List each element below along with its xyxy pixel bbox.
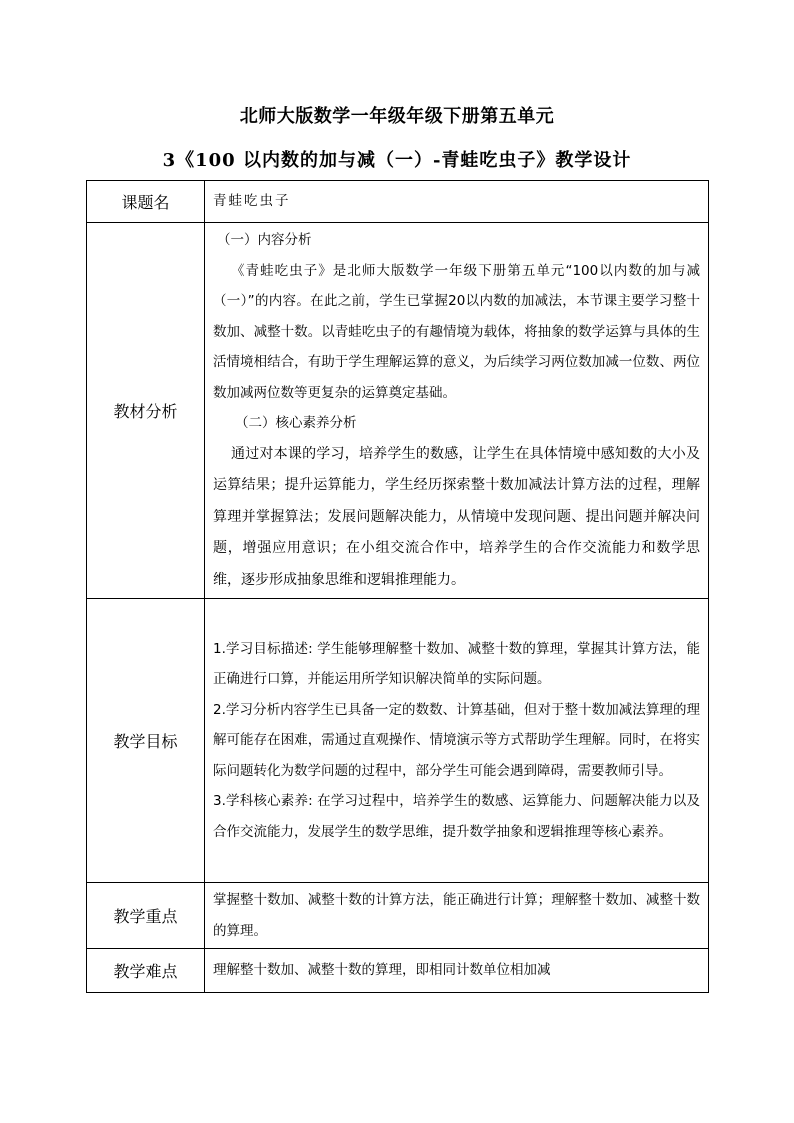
- goals-label: 教学目标: [87, 599, 205, 883]
- table-row-topic: [87, 181, 709, 223]
- document-subtitle: 3《100 以内数的加与减（一）-青蛙吃虫子》教学设计: [162, 150, 632, 171]
- goal-item-2: 2.学习分析内容学生已具备一定的数数、计算基础，但对于整十数加减法算理的理解可能存在困难，需通过直观操作、情境演示等方式帮助学生理解。同时，在将实际问题转化为数学问题的过程中，部分学生可能会遇到障碍，需要教师引导。: [213, 701, 700, 779]
- table-row-material: [87, 223, 709, 599]
- goal-item-3: 3.学科核心素养: 在学习过程中，培养学生的数感、运算能力、问题解决能力以及合作交流能力，发展学生的数学思维，提升数学抽象和逻辑推理等核心素养。: [213, 793, 700, 840]
- goals-content: [205, 599, 709, 883]
- document-title: 北师大版数学一年级年级下册第五单元: [239, 106, 555, 127]
- key-points-label: 教学重点: [87, 883, 205, 949]
- difficulties-label: 教学难点: [87, 949, 205, 993]
- topic-value: 青蛙吃虫子: [205, 181, 709, 223]
- material-heading-content: （一）内容分析: [217, 232, 312, 248]
- table-row-difficulties: [87, 949, 709, 993]
- table-row-key-points: [87, 883, 709, 949]
- table-row-goals: [87, 599, 709, 883]
- material-paragraph-literacy: 通过对本课的学习，培养学生的数感，让学生在具体情境中感知数的大小及运算结果；提升运算能力，学生经历探索整十数加减法计算方法的过程，理解算理并掌握算法；发展问题解决能力，从情境中发现问题、提出问题并解决问题，增强应用意识；在小组交流合作中，培养学生的合作交流能力和数学思维，逐步形成抽象思维和逻辑推理能力。: [213, 445, 700, 588]
- key-points-value: 掌握整十数加、减整十数的计算方法，能正确进行计算；理解整十数加、减整十数的算理。: [205, 883, 709, 949]
- difficulties-value: 理解整十数加、减整十数的算理，即相同计数单位相加减: [205, 949, 709, 993]
- material-content: [205, 223, 709, 599]
- goal-item-1: 1.学习目标描述: 学生能够理解整十数加、减整十数的算理，掌握其计算方法，能正确进行口算，并能运用所学知识解决简单的实际问题。: [213, 640, 700, 688]
- material-label: 教材分析: [87, 223, 205, 599]
- material-paragraph-content: 《青蛙吃虫子》是北师大版数学一年级下册第五单元“100以内数的加与减（一）”的内容。在此之前，学生已掌握20以内数的加减法，本节课主要学习整十数加、减整十数。以青蛙吃虫子的有趣情境为载体，将抽象的数学运算与具体的生活情境相结合，有助于学生理解运算的意义，为后续学习两位数加减一位数、两位数加减两位数等更复杂的运算奠定基础。: [213, 262, 700, 401]
- material-heading-literacy: （二）核心素养分析: [235, 415, 357, 431]
- topic-label: 课题名: [87, 181, 205, 223]
- lesson-plan-table: [86, 180, 709, 993]
